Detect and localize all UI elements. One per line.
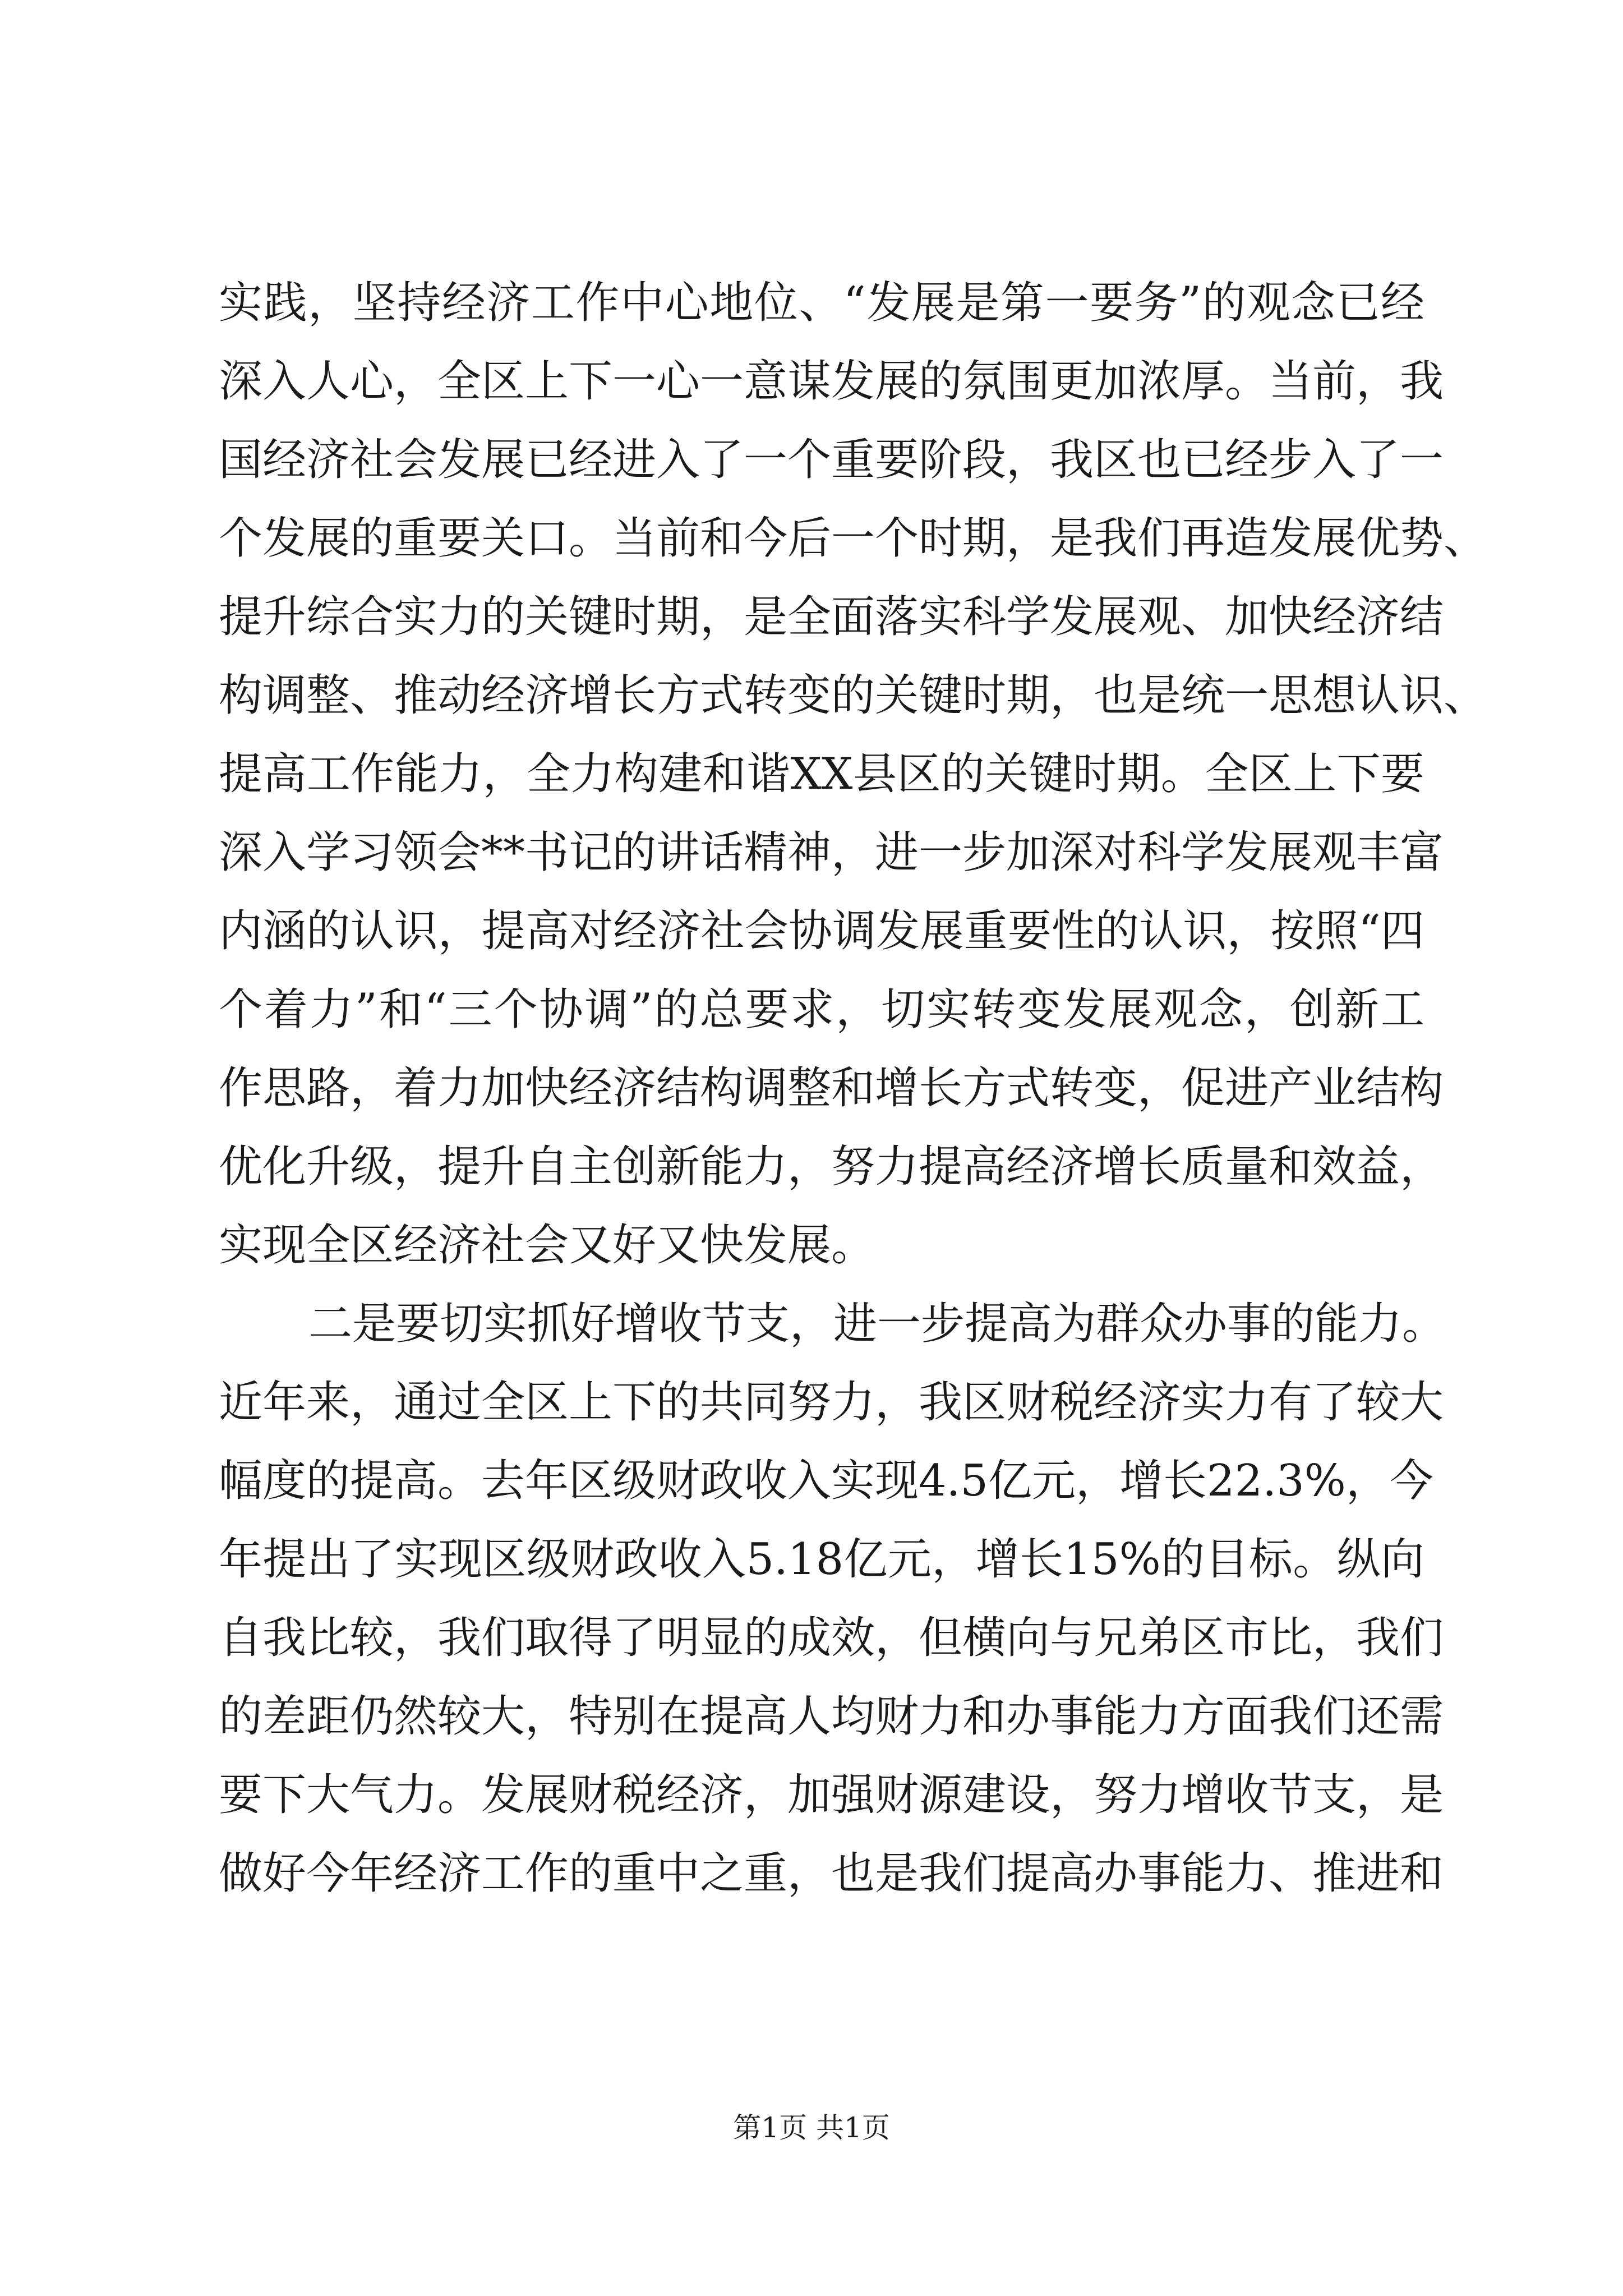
text-line: 年提出了实现区级财政收入5.18亿元，增长15%的目标。纵向 (219, 1534, 1424, 1585)
text-line: 个发展的重要关口。当前和今后一个时期，是我们再造发展优势、 (219, 513, 1488, 564)
text-line: 提高工作能力，全力构建和谐XX县区的关键时期。全区上下要 (219, 749, 1424, 799)
text-line: 近年来，通过全区上下的共同努力，我区财税经济实力有了较大 (219, 1377, 1444, 1428)
text-line: 提升综合实力的关键时期，是全面落实科学发展观、加快经济结 (219, 592, 1444, 642)
text-line: 优化升级，提升自主创新能力，努力提高经济增长质量和效益， (219, 1142, 1444, 1192)
text-line: 深入人心，全区上下一心一意谋发展的氛围更加浓厚。当前，我 (219, 356, 1444, 407)
text-line: 内涵的认识，提高对经济社会协调发展重要性的认识，按照“四 (219, 906, 1424, 956)
text-line: 实现全区经济社会又好又快发展。 (219, 1220, 875, 1271)
text-line: 国经济社会发展已经进入了一个重要阶段，我区也已经步入了一 (219, 435, 1444, 485)
page-number: 第1页 共1页 (733, 2111, 890, 2144)
text-line: 实践，坚持经济工作中心地位、“发展是第一要务”的观念已经 (219, 278, 1424, 328)
paragraph-2 (219, 1285, 1446, 1913)
text-line: 二是要切实抓好增收节支，进一步提高为群众办事的能力。 (308, 1299, 1446, 1349)
text-line: 个着力”和“三个协调”的总要求，切实转变发展观念，创新工 (219, 984, 1424, 1035)
page-footer (0, 2108, 1623, 2147)
text-line: 深入学习领会**书记的讲话精神，进一步加深对科学发展观丰富 (219, 827, 1444, 878)
text-line: 要下大气力。发展财税经济，加强财源建设，努力增收节支，是 (219, 1770, 1444, 1820)
text-line: 的差距仍然较大，特别在提高人均财力和办事能力方面我们还需 (219, 1691, 1444, 1742)
document-body (219, 264, 1488, 1913)
text-line: 构调整、推动经济增长方式转变的关键时期，也是统一思想认识、 (219, 670, 1488, 721)
text-line: 幅度的提高。去年区级财政收入实现4.5亿元，增长22.3%，今 (219, 1456, 1433, 1506)
text-line: 自我比较，我们取得了明显的成效，但横向与兄弟区市比，我们 (219, 1613, 1444, 1663)
text-line: 做好今年经济工作的重中之重，也是我们提高办事能力、推进和 (219, 1848, 1444, 1899)
text-line: 作思路，着力加快经济结构调整和增长方式转变，促进产业结构 (219, 1063, 1444, 1114)
paragraph-1 (219, 264, 1488, 1285)
